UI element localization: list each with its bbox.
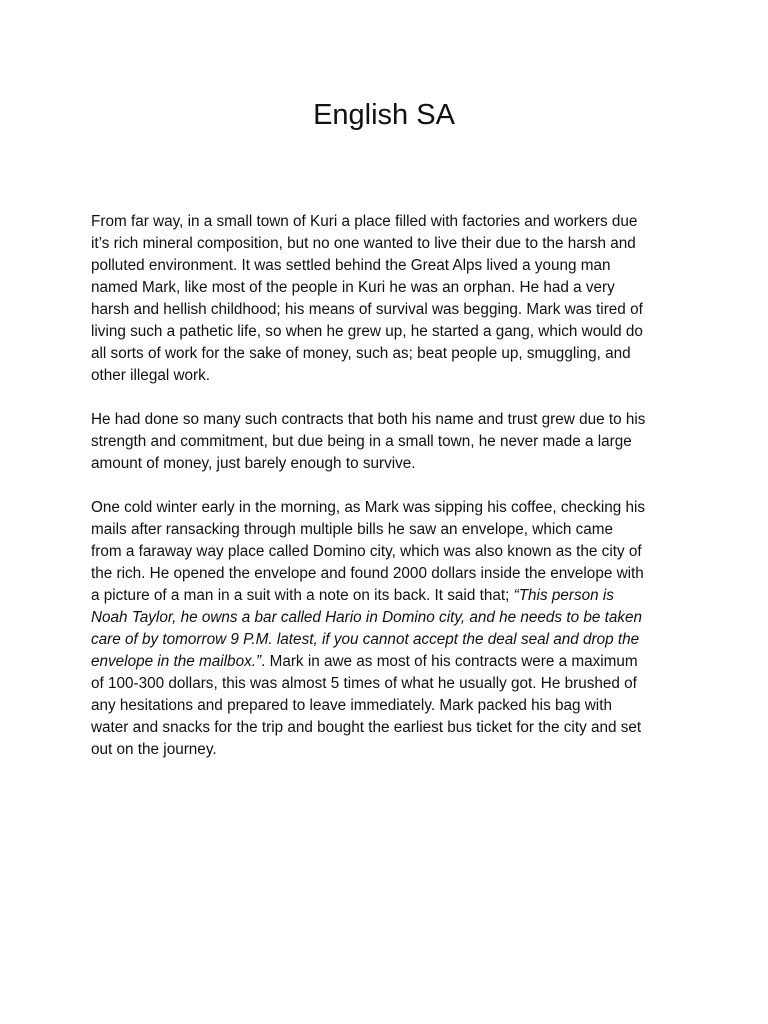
quote-line: Noah Taylor, he owns a bar called Hario in Domino city, and he needs to be taken: [91, 609, 643, 626]
text-line: polluted environment. It was settled behind the Great Alps lived a young man: [91, 257, 611, 274]
text-line: One cold winter early in the morning, as Mark was sipping his coffee, checking his: [91, 499, 646, 516]
text-line: all sorts of work for the sake of money, such as; beat people up, smuggling, and: [91, 345, 631, 362]
text-line: He had done so many such contracts that both his name and trust grew due to his: [91, 411, 646, 428]
text-line: the rich. He opened the envelope and found 2000 dollars inside the envelope with: [91, 565, 644, 582]
text-segment: . Mark in awe as most of his contracts were a maximum: [261, 653, 638, 670]
text-line: harsh and hellish childhood; his means of survival was begging. Mark was tired of: [91, 301, 643, 318]
text-line: any hesitations and prepared to leave immediately. Mark packed his bag with: [91, 697, 612, 714]
text-line: other illegal work.: [91, 367, 211, 384]
text-line-mixed: [91, 651, 711, 673]
text-segment: a picture of a man in a suit with a note on its back. It said that;: [91, 587, 514, 604]
quote-line: care of by tomorrow 9 P.M. latest, if you cannot accept the deal seal and drop the: [91, 631, 640, 648]
text-line: from a faraway way place called Domino city, which was also known as the city of: [91, 543, 642, 560]
paragraph-2: [91, 409, 711, 475]
text-line: strength and commitment, but due being in a small town, he never made a large: [91, 433, 632, 450]
text-line: water and snacks for the trip and bought the earliest bus ticket for the city and set: [91, 719, 642, 736]
document-title: English SA: [313, 99, 455, 131]
paragraph-3: [91, 497, 711, 761]
text-line: From far way, in a small town of Kuri a place filled with factories and workers due: [91, 213, 638, 230]
quote-segment: envelope in the mailbox.”: [91, 653, 262, 670]
text-line: amount of money, just barely enough to survive.: [91, 455, 416, 472]
quote-segment: “This person is: [513, 587, 614, 604]
text-line: living such a pathetic life, so when he grew up, he started a gang, which would do: [91, 323, 643, 340]
text-line: it’s rich mineral composition, but no one wanted to live their due to the harsh and: [91, 235, 636, 252]
text-line: of 100-300 dollars, this was almost 5 times of what he usually got. He brushed of: [91, 675, 637, 692]
text-line: mails after ransacking through multiple bills he saw an envelope, which came: [91, 521, 614, 538]
paragraph-1: [91, 211, 711, 387]
document-body: [91, 211, 711, 783]
text-line: named Mark, like most of the people in Kuri he was an orphan. He had a very: [91, 279, 615, 296]
text-line-mixed: [91, 585, 711, 607]
text-line: out on the journey.: [91, 741, 217, 758]
